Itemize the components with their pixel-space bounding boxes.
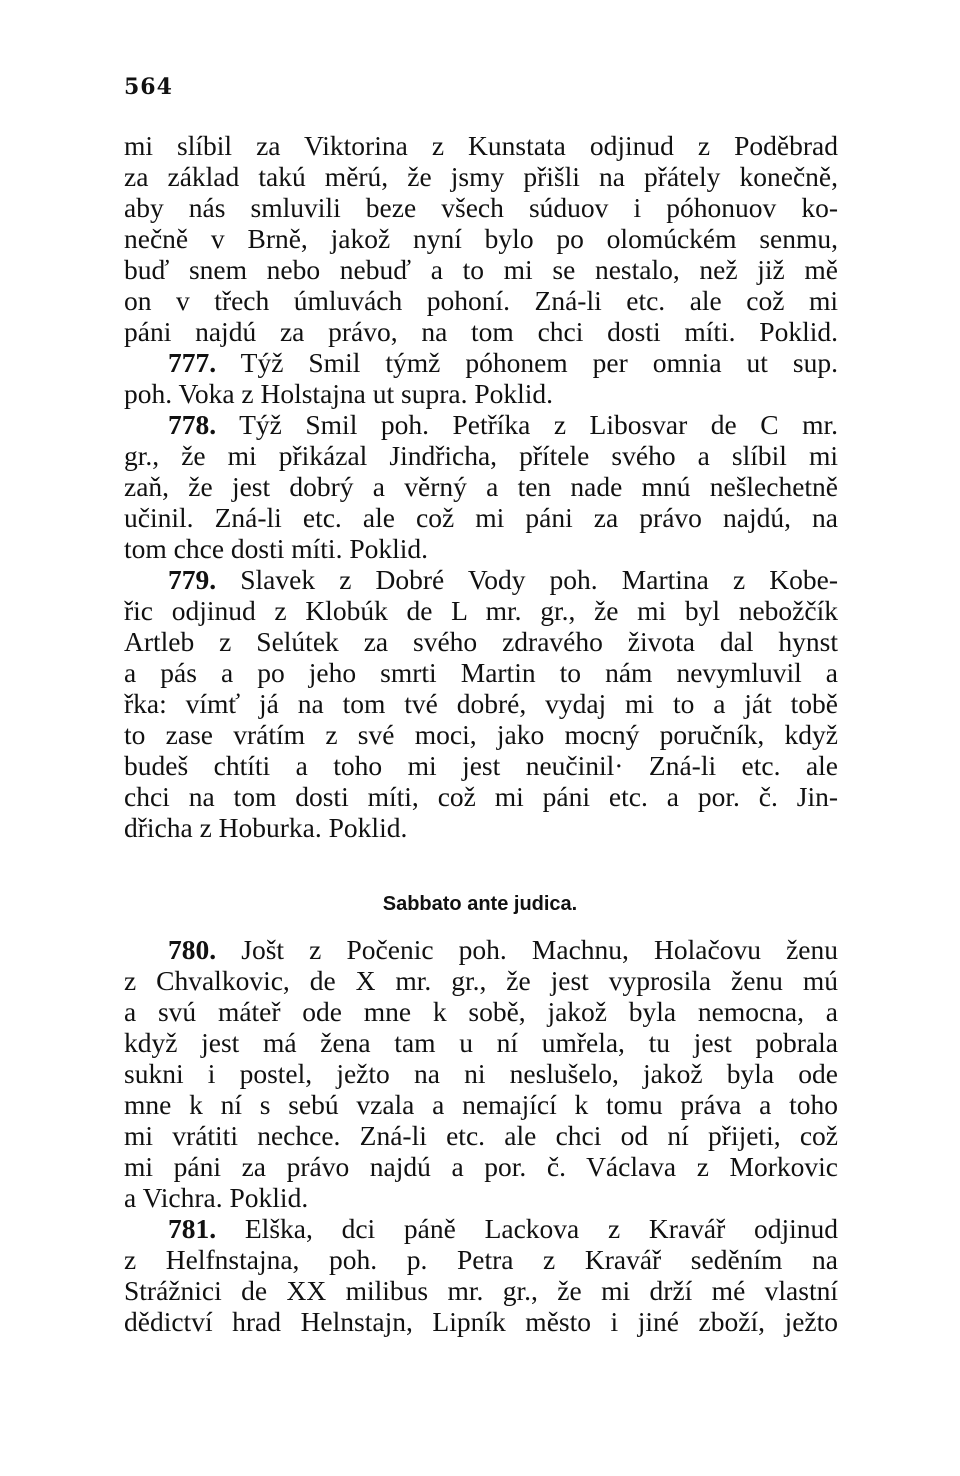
- entry-778-first-line: [124, 409, 838, 440]
- entry-780-first-line: [124, 934, 838, 965]
- section-heading: Sabbato ante judica.: [382, 893, 578, 915]
- text-block-lower: [124, 934, 838, 1337]
- entry-777-first-line: [124, 347, 838, 378]
- text-line: chci na tom dosti míti, což mi páni etc. a por. č. Jin-: [124, 781, 838, 812]
- text-line: buď snem nebo nebuď a to mi se nestalo, než již mě: [124, 254, 838, 285]
- text-line: mi slíbil za Viktorina z Kunstata odjinud z Poděbrad: [124, 130, 838, 161]
- text-line: to zase vrátím z své moci, jako mocný poručník, když: [124, 719, 838, 750]
- text-line: nečně v Brně, jakož nyní bylo po olomúckém senmu,: [124, 223, 838, 254]
- entry-text: Týž Smil poh. Petříka z Libosvar de C mr.: [239, 409, 838, 440]
- entry-779-first-line: [124, 564, 838, 595]
- text-line: řic odjinud z Klobúk de L mr. gr., že mi byl nebožčík: [124, 595, 838, 626]
- text-line: zaň, že jest dobrý a věrný a ten nade mnú nešlechetně: [124, 471, 838, 502]
- text-line: aby nás smluvili beze všech súduov i póhonuov ko-: [124, 192, 838, 223]
- text-line: mi páni za právo najdú a por. č. Václava z Morkovic: [124, 1151, 838, 1182]
- entry-text: Slavek z Dobré Vody poh. Martina z Kobe-: [240, 564, 839, 595]
- text-line: gr., že mi přikázal Jindřicha, přítele svého a slíbil mi: [124, 440, 838, 471]
- text-line: on v třech úmluvách pohoní. Zná-li etc. ale což mi: [124, 285, 838, 316]
- text-line: sukni i postel, ježto na ni neslušelo, jakož byla ode: [124, 1058, 838, 1089]
- entry-number: 778.: [168, 409, 217, 440]
- text-line: páni najdú za právo, na tom chci dosti míti. Poklid.: [124, 316, 838, 347]
- text-line: mne k ní s sebú vzala a nemající k tomu práva a toho: [124, 1089, 838, 1120]
- page-number: 564: [124, 74, 173, 100]
- text-line: a Vichra. Poklid.: [124, 1182, 309, 1213]
- text-line: mi vrátiti nechce. Zná-li etc. ale chci od ní přijeti, což: [124, 1120, 838, 1151]
- text-line: z Chvalkovic, de X mr. gr., že jest vyprosila ženu mú: [124, 965, 838, 996]
- entry-text: Elška, dci páně Lackova z Kravář odjinud: [244, 1213, 839, 1244]
- text-line: učinil. Zná-li etc. ale což mi páni za právo najdú, na: [124, 502, 838, 533]
- text-line: dědictví hrad Helnstajn, Lipník město i jiné zboží, ježto: [124, 1306, 838, 1337]
- entry-number: 779.: [168, 564, 217, 595]
- text-line: poh. Voka z Holstajna ut supra. Poklid.: [124, 378, 554, 409]
- entry-number: 781.: [168, 1213, 217, 1244]
- text-line: dřicha z Hoburka. Poklid.: [124, 812, 408, 843]
- entry-text: Týž Smil týmž póhonem per omnia ut sup.: [240, 347, 838, 378]
- entry-781-first-line: [124, 1213, 838, 1244]
- text-line: a pás a po jeho smrti Martin to nám nevymluvil a: [124, 657, 838, 688]
- entry-number: 777.: [168, 347, 217, 378]
- text-block-upper: [124, 130, 838, 843]
- text-line: Artleb z Selútek za svého zdravého života dal hynst: [124, 626, 838, 657]
- text-line: za základ takú měrú, že jsmy přišli na přátely konečně,: [124, 161, 838, 192]
- entry-number: 780.: [168, 934, 217, 965]
- text-line: budeš chtíti a toho mi jest neučinil· Zná-li etc. ale: [124, 750, 838, 781]
- text-line: když jest má žena tam u ní umřela, tu jest pobrala: [124, 1027, 838, 1058]
- text-line: řka: vímť já na tom tvé dobré, vydaj mi to a ját tobě: [124, 688, 838, 719]
- text-line: tom chce dosti míti. Poklid.: [124, 533, 429, 564]
- text-line: z Helfnstajna, poh. p. Petra z Kravář seděním na: [124, 1244, 838, 1275]
- entry-text: Jošt z Počenic poh. Machnu, Holačovu ženu: [241, 934, 838, 965]
- text-line: Strážnici de XX milibus mr. gr., že mi drží mé vlastní: [124, 1275, 838, 1306]
- text-line: a svú máteř ode mne k sobě, jakož byla nemocna, a: [124, 996, 838, 1027]
